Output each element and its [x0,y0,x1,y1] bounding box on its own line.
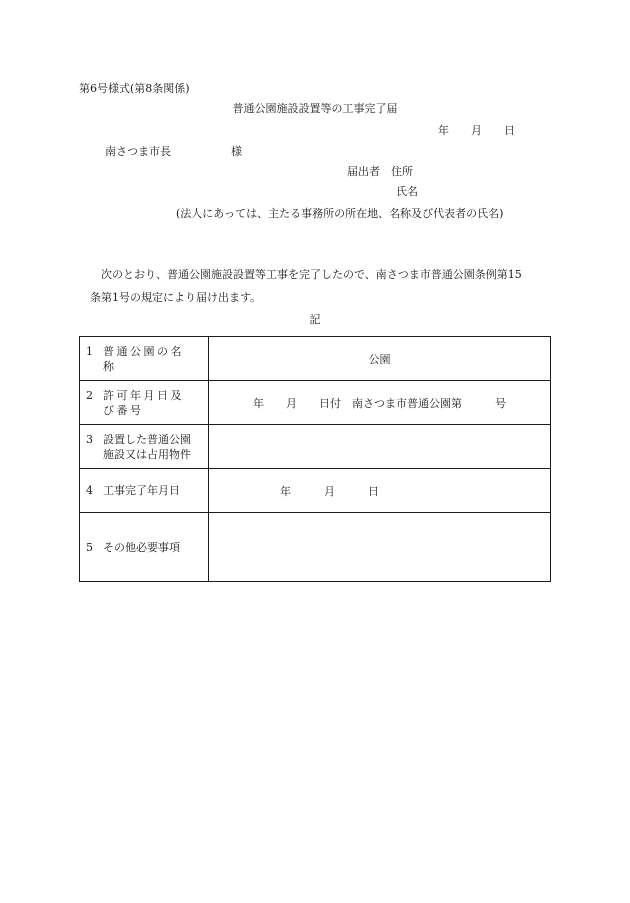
document-title: 普通公園施設設置等の工事完了届 [232,102,398,115]
table-row [80,513,551,582]
body-text-line-1: 次のとおり、普通公園施設設置等工事を完了したので、南さつま市普通公園条例第15 [101,268,522,281]
row-number: 5 [86,540,93,554]
row-value-cell [209,513,551,582]
corporation-note: (法人にあっては、主たる事務所の所在地、名称及び代表者の氏名) [176,207,504,220]
row-value-cell [209,381,551,425]
row-label: 工事完了年月日 [103,484,180,497]
ki-heading: 記 [309,313,321,326]
applicant-address-label: 届出者 住所 [347,165,413,178]
row-label-cell [80,513,209,582]
row-label-cell [80,469,209,513]
addressee: 南さつま市長 [105,145,171,158]
row-value-cell [209,425,551,469]
row-value-cell [209,469,551,513]
row-label: 普通公園の名称 [103,344,184,373]
completion-date-value: 年 月 日 [280,484,379,498]
table-row [80,381,551,425]
table-row [80,425,551,469]
row-label: その他必要事項 [103,540,180,554]
table-row [80,469,551,513]
table-row [80,337,551,381]
row-label: 許可年月日及び番号 [103,388,184,417]
applicant-name-label: 氏名 [396,185,418,198]
row-label-cell [80,381,209,425]
permit-date-number-value: 年 月 日付 南さつま市普通公園第 号 [253,396,506,410]
row-label-cell [80,337,209,381]
body-text-line-2: 条第1号の規定により届け出ます。 [90,291,262,304]
date-line: 年 月 日 [438,124,515,137]
row-number: 4 [86,484,93,497]
row-number: 1 [86,344,93,358]
park-name-value: 公園 [368,352,391,366]
honorific: 様 [231,145,242,158]
row-label-cell [80,425,209,469]
completion-form-table [79,336,551,582]
row-value-cell [209,337,551,381]
row-label: 設置した普通公園施設又は占用物件 [103,432,191,461]
row-number: 2 [86,388,93,402]
form-number: 第6号様式(第8条関係) [79,82,190,95]
row-number: 3 [86,432,93,446]
